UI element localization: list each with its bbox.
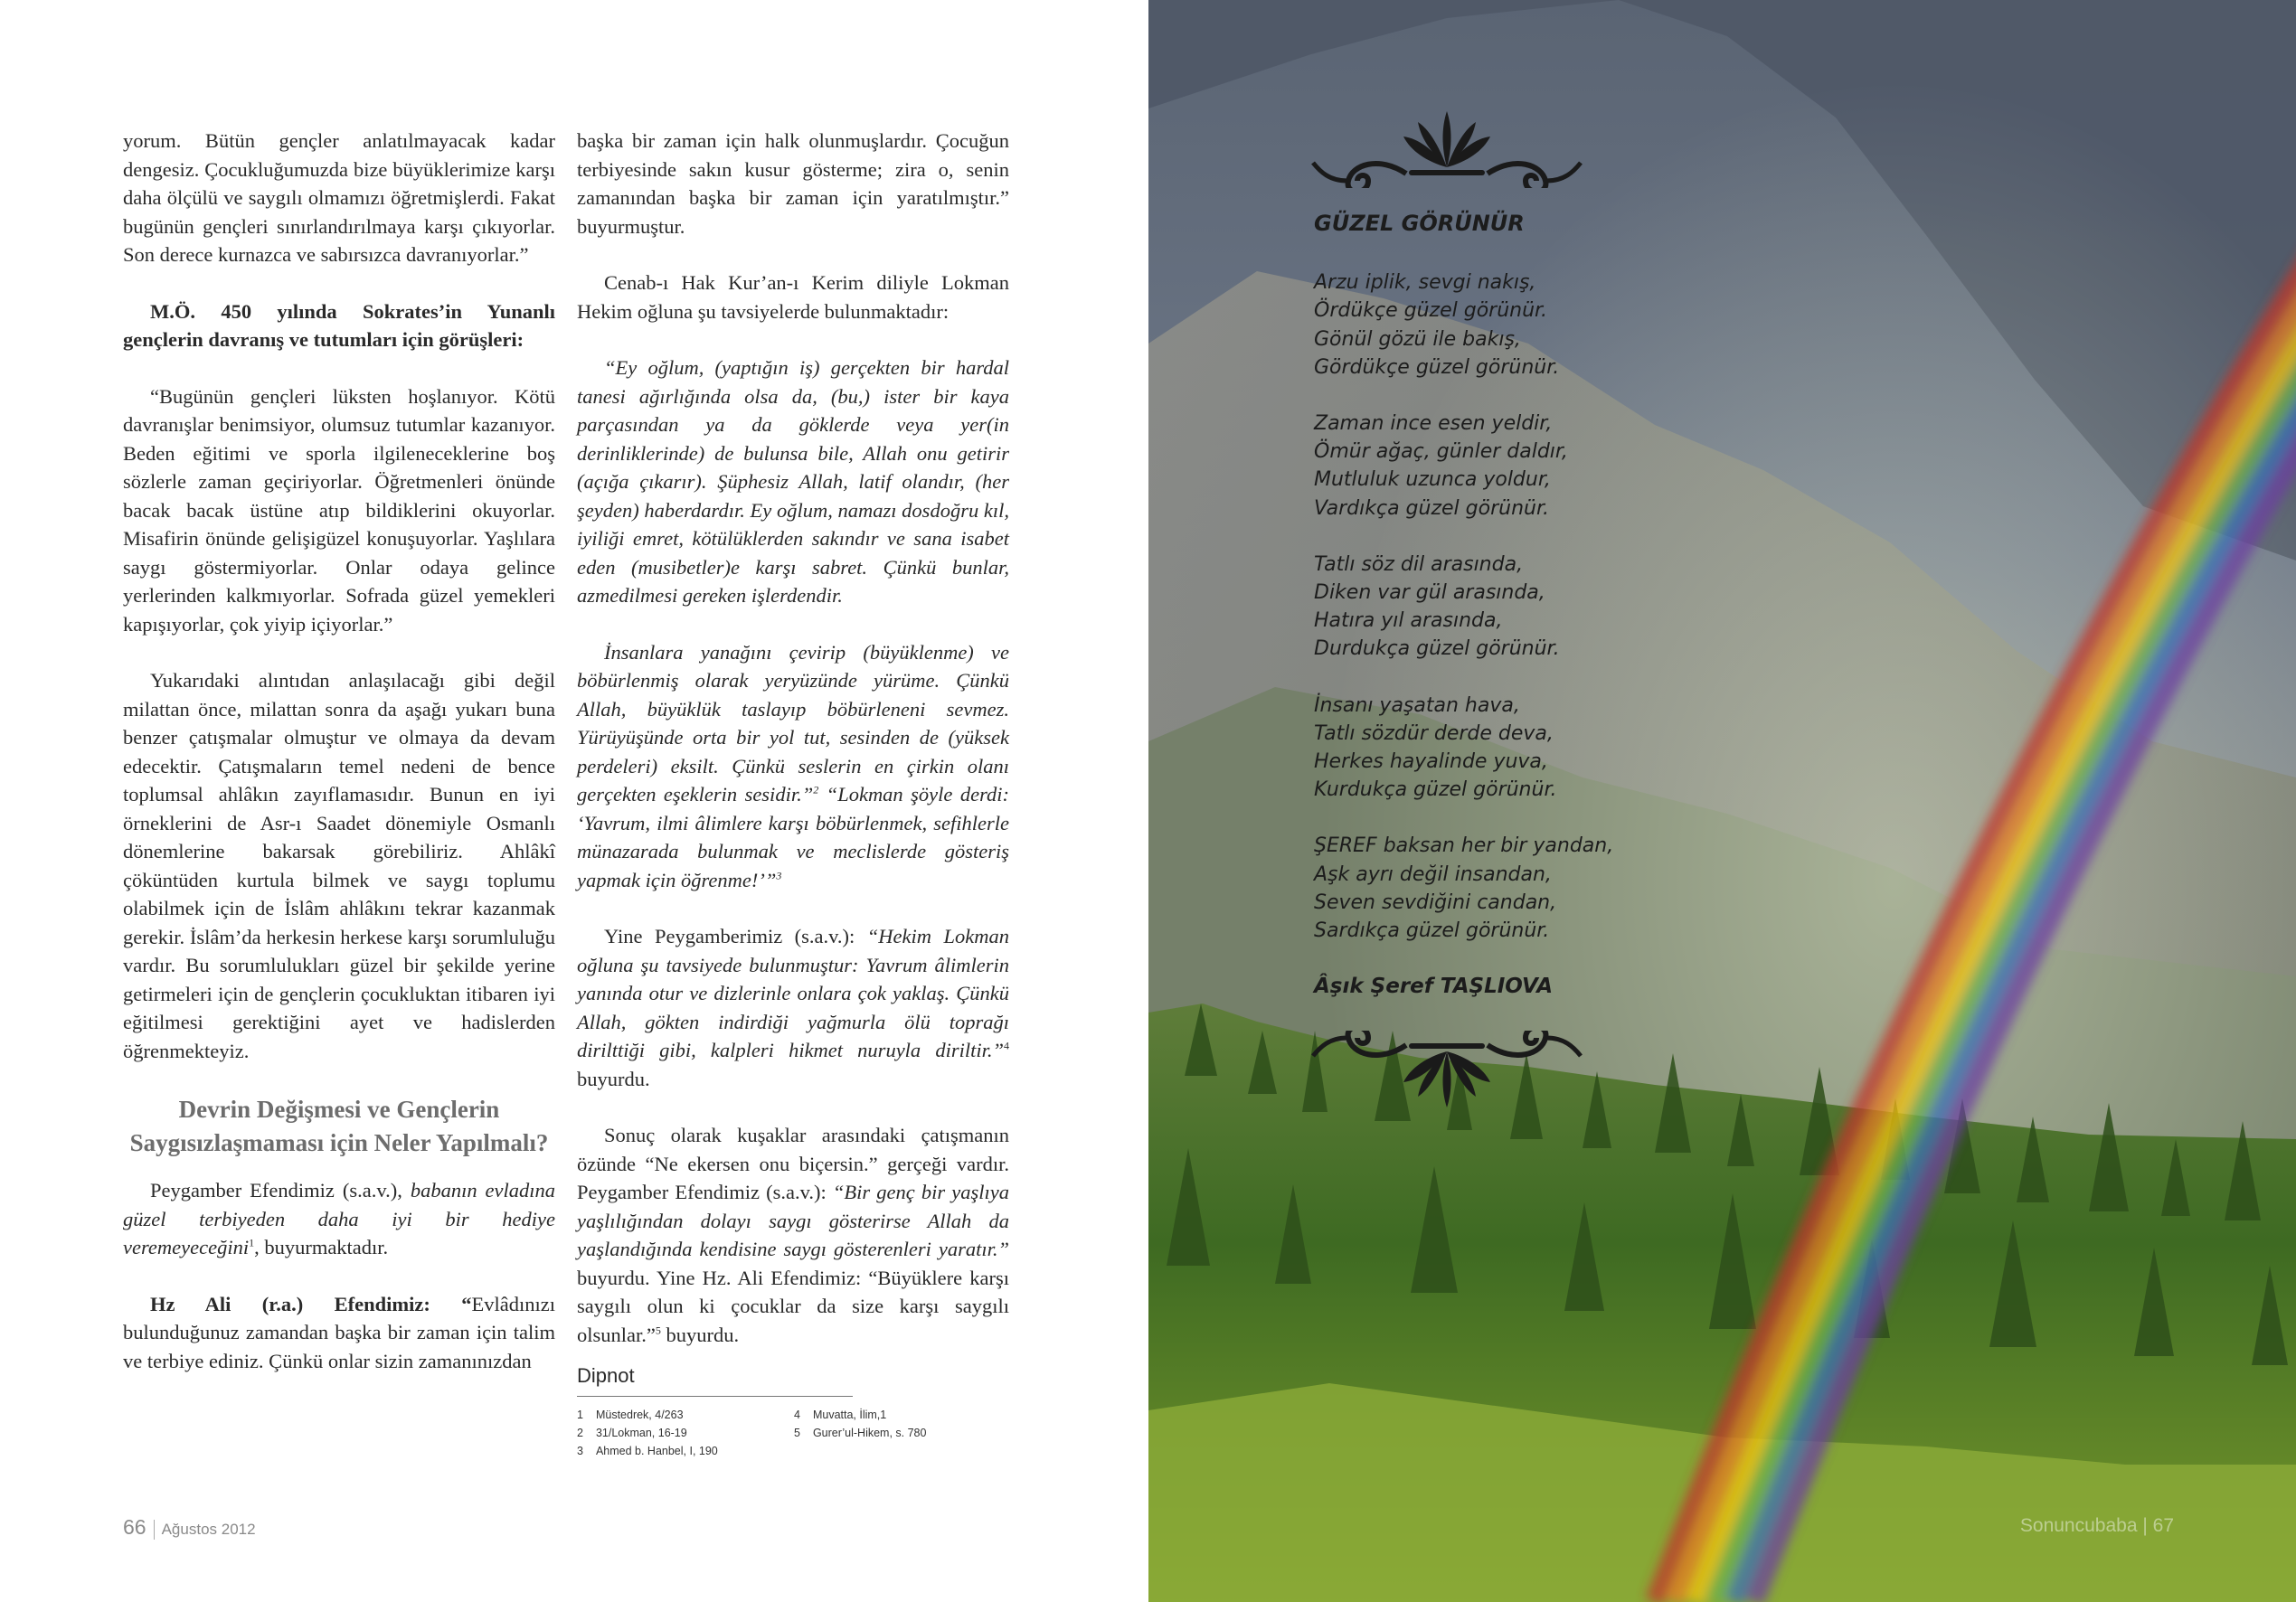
footnotes-col-b [794, 1406, 926, 1460]
paragraph: Cenab-ı Hak Kur’an-ı Kerim diliyle Lokman Hekim oğluna şu tavsiyelerde bulunmaktadır: [577, 271, 1009, 323]
footnotes-rule [577, 1396, 853, 1397]
poem-line: Mutluluk uzunca yoldur, [1314, 468, 1551, 492]
left-column [123, 127, 555, 1403]
paragraph: Sonuç olarak kuşaklar arasındaki çatışmanın özünde “Ne ekersen onu biçersin.” gerçeği vardır. Peygamber Efendimiz (s.a.v.): “Bir genç bir yaşlıya yaşlılığından dolayı saygı gösterirse Allah da yaşlandığında kendisine saygı gösterenleri yaratır.” buyurdu. Yine Hz. Ali Efendimiz: “Büyüklere karşı saygılı olun ki çocuklar da size karşı saygılı olsunlar.”$^5$ buyurdu. [577, 1124, 1009, 1346]
poem-line: Kurdukça güzel görünür. [1314, 778, 1557, 802]
paragraph: Yine Peygamberimiz (s.a.v.): “Hekim Lokman oğluna şu tavsiyede bulunmuştur: Yavrum âlimlerin yanında otur ve dizlerinle onlara çok yaklaş. Çünkü Allah, gökten indirdiği yağmurla ölü toprağı dirilttiği gibi, kalpleri hikmet nuruyla diriltir.”$^4$ buyurdu. [577, 925, 1009, 1090]
paragraph: yorum. Bütün gençler anlatılmayacak kadar dengesiz. Çocukluğumuzda bize büyüklerimize karşı daha ölçülü ve saygılı olmamızı öğretmişlerdi. Fakat bugünün gençleri sınırlandırılmaya karşı çıkıyorlar. Son derece kurnazca ve sabırsızca davranıyorlar.” [123, 129, 555, 266]
folio-separator [154, 1520, 155, 1540]
poem [1314, 210, 1676, 1001]
poem-stanza [1314, 269, 1676, 382]
poem-line: Seven sevdiğini candan, [1314, 891, 1557, 914]
poem-line: Ömür ağaç, günler daldır, [1314, 440, 1568, 464]
poet-name: Âşık Şeref TAŞLIOVA [1314, 975, 1554, 999]
footnote: 4 Muvatta, İlim,1 [794, 1408, 887, 1421]
ornament-top-icon [1311, 98, 1583, 188]
poem-line: Tatlı söz dil arasında, [1314, 552, 1524, 576]
issue-date: Ağustos 2012 [161, 1521, 256, 1538]
poem-line: Sardıkça güzel görünür. [1314, 919, 1550, 943]
right-page [1148, 0, 2296, 1602]
footnote: 2 31/Lokman, 16-19 [577, 1426, 687, 1439]
page-folio [123, 1515, 256, 1540]
page-number: 66 [123, 1515, 146, 1539]
magazine-folio: Sonuncubaba | 67 [2019, 1515, 2174, 1536]
poem-stanza [1314, 832, 1676, 945]
paragraph: başka bir zaman için halk olunmuşlardır. Çocuğun terbiyesinde sakın kusur gösterme; zira o, senin zamanından başka bir zaman için yaratılmıştır.” buyurmuştur. [577, 129, 1009, 238]
poem-line: Arzu iplik, sevgi nakış, [1314, 271, 1536, 295]
poem-line: İnsanı yaşatan hava, [1314, 693, 1520, 717]
ornament-bottom-icon [1311, 1031, 1583, 1121]
poem-line: Hatıra yıl arasında, [1314, 609, 1503, 633]
quran-quote: İnsanlara yanağını çevirip (büyüklenme) ve böbürlenmiş olarak yeryüzünde yürüme. Çünkü Allah, büyüklük taslayıp böbürleneni sevmez. Yürüyüşünde orta bir yol tut, sesinden de (yüksek perdeleri) eksilt. Çünkü seslerin en çirkin olanı gerçekten eşeklerin sesidir.”$^2$ “Lokman şöyle derdi: ‘Yavrum, ilmi âlimlere karşı böbürlenmek, sefihlerle münazarada bulunmak ve meclislerde gösteriş yapmak için öğrenme!’”$^3$ [577, 640, 1009, 891]
poem-stanza [1314, 410, 1676, 523]
poem-stanza [1314, 551, 1676, 664]
footnotes-col-a [577, 1406, 758, 1460]
poem-stanza [1314, 692, 1676, 805]
poem-line: Herkes hayalinde yuva, [1314, 750, 1548, 774]
poem-line: Durdukça güzel görünür. [1314, 637, 1560, 661]
section-heading: Devrin Değişmesi ve Gençlerin Saygısızlaşmaması için Neler Yapılmalı? [129, 1096, 549, 1156]
paragraph: Peygamber Efendimiz (s.a.v.), babanın evladına güzel terbiyeden daha iyi bir hediye veremeyeceğini$^1$, buyurmaktadır. [123, 1179, 555, 1258]
poem-line: Gördükçe güzel görünür. [1314, 355, 1560, 379]
footnote: 3 Ahmed b. Hanbel, I, 190 [577, 1444, 718, 1457]
footnotes-title: Dipnot [577, 1364, 635, 1387]
poem-line: Ördükçe güzel görünür. [1314, 299, 1548, 323]
poem-line: Aşk ayrı değil insandan, [1314, 862, 1552, 886]
paragraph: Hz Ali (r.a.) Efendimiz: “Evlâdınızı bulunduğunuz zamandan başka bir zaman için talim ve terbiye ediniz. Çünkü onlar sizin zamanınızdan [123, 1292, 555, 1372]
paragraph-quote: “Bugünün gençleri lüksten hoşlanıyor. Kötü davranışlar benimsiyor, olumsuz tutumlar kazanıyor. Beden eğitimi ve sporla ilgileneceklerine boş sözlerle zaman geçiriyorlar. Öğretmenleri önünde bacak bacak üstüne atıp bildiklerini okuyorlar. Misafirin önünde gelişigüzel konuşuyorlar. Yaşlılara saygı göstermiyorlar. Onlar odaya gelince yerlerinden kalkmıyorlar. Sofrada güzel yemekleri kapışıyorlar, çok yiyip içiyorlar.” [123, 384, 555, 636]
poem-line: Diken var gül arasında, [1314, 581, 1545, 605]
paragraph-bold-lead: M.Ö. 450 yılında Sokrates’in Yunanlı gençlerin davranış ve tutumları için görüşleri: [123, 299, 555, 351]
poem-line: Gönül gözü ile bakış, [1314, 327, 1521, 351]
footnote: 5 Gurer’ul-Hikem, s. 780 [794, 1426, 927, 1439]
poem-line: Tatlı sözdür derde deva, [1314, 721, 1554, 745]
poem-line: ŞEREF baksan her bir yandan, [1314, 834, 1614, 858]
poem-line: Vardıkça güzel görünür. [1314, 496, 1549, 520]
footnote: 1 Müstedrek, 4/263 [577, 1408, 684, 1421]
poem-title: GÜZEL GÖRÜNÜR [1314, 211, 1525, 236]
right-column [577, 127, 1009, 1460]
quran-quote: “Ey oğlum, (yaptığın iş) gerçekten bir hardal tanesi ağırlığında olsa da, (bu,) ister bir kaya parçasından ya da göklerde veya yer(in derinliklerinde) de bulunsa bile, Allah onu getirir (açığa çıkarır). Şüphesiz Allah, latif olandır, (her şeyden) haberdardır. Ey oğlum, namazı dosdoğru kıl, iyiliği emret, kötülüklerden sakındır ve sana isabet eden (musibetler)e karşı sabret. Çünkü bunlar, azmedilmesi gereken işlerdendir. [577, 356, 1009, 607]
paragraph: Yukarıdaki alıntıdan anlaşılacağı gibi değil milattan önce, milattan sonra da aşağı yukarı buna benzer çatışmalar olmuştur ve olmaya da devam edecektir. Çatışmaların temel nedeni de bence toplumsal ahlâkın zayıflamasıdır. Bunun en iyi örneklerini de Asr-ı Saadet dönemiyle Osmanlı dönemlerine bakarsak görebiliriz. Ahlâkî çöküntüden kurtula bilmek ve saygı toplumu olabilmek için de İslâm ahlâkını tekrar kazanmak gerekir. İslâm’da herkesin herkese karşı sorumluluğu vardır. Bu sorumlulukları güzel bir şekilde yerine getirmeleri için de gençlerin çocukluktan itibaren iyi eğitilmesi gerektiğini ayet ve hadislerden öğrenmekteyiz. [123, 669, 555, 1062]
poem-line: Zaman ince esen yeldir, [1314, 412, 1553, 436]
footnotes [577, 1406, 1009, 1460]
